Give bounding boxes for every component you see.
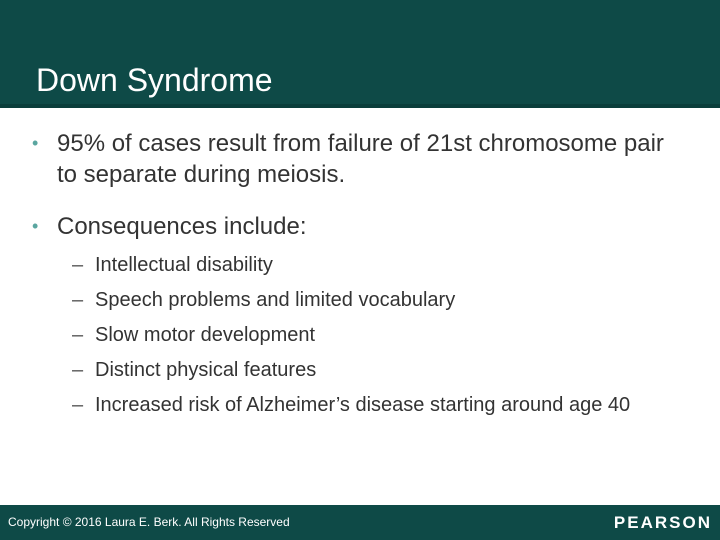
sub-bullet-marker: – [72, 254, 84, 276]
sub-bullet-item [72, 285, 672, 315]
slide-title: Down Syndrome [36, 62, 273, 98]
sub-bullet-text: Slow motor development [95, 324, 316, 346]
sub-bullet-marker: – [72, 289, 84, 311]
sub-bullet-item [72, 390, 672, 420]
copyright-notice: Copyright © 2016 Laura E. Berk. All Rights Reserved [8, 515, 290, 529]
sub-bullet-text: Increased risk of Alzheimer’s disease starting around age 40 [95, 394, 631, 416]
bullet-item [32, 128, 672, 190]
sub-bullet-item [72, 250, 672, 280]
sub-bullet-marker: – [72, 324, 84, 346]
pearson-logo: PEARSON [613, 513, 712, 532]
sub-bullet-marker: – [72, 359, 84, 381]
bullet-marker: • [32, 216, 39, 236]
sub-bullet-text: Intellectual disability [95, 254, 273, 276]
bullet-marker: • [32, 133, 39, 153]
sub-bullet-item [72, 355, 672, 385]
sub-bullet-marker: – [72, 394, 84, 416]
footer-bar [0, 505, 720, 540]
sub-bullet-item [72, 320, 672, 350]
sub-bullet-text: Distinct physical features [95, 359, 317, 381]
bullet-text: 95% of cases result from failure of 21st chromosome pair to separate during meiosis. [57, 130, 664, 188]
bullet-item [32, 211, 672, 242]
sub-bullet-text: Speech problems and limited vocabulary [95, 289, 456, 311]
bullet-text: Consequences include: [57, 213, 307, 240]
